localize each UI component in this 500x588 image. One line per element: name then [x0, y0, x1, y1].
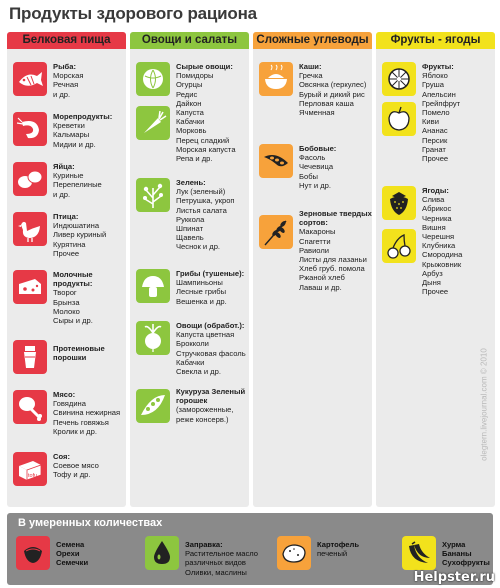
- bananas-icon: [402, 536, 436, 570]
- item-line: Индюшатина: [53, 221, 100, 231]
- column-protein: [7, 32, 126, 507]
- item-line: Дыня: [422, 278, 441, 288]
- item-title: Заправка:: [185, 540, 223, 549]
- item-line: Прочее: [422, 154, 449, 164]
- fish-icon: [13, 62, 47, 96]
- carrot-icon: [136, 106, 170, 140]
- watermark: Helpster.ru: [413, 570, 495, 585]
- mushroom-icon: [136, 269, 170, 303]
- beans-icon: [259, 144, 293, 178]
- item-title: Сырые овощи:: [176, 62, 233, 71]
- item-title: Морепродукты:: [53, 112, 113, 121]
- nuts-icon: [16, 536, 50, 570]
- item-line: Брокколи: [176, 339, 209, 349]
- item-line: Овсянка (геркулес): [299, 80, 367, 90]
- item-title: Птица:: [53, 212, 79, 221]
- item-title: Бобовые:: [299, 144, 337, 153]
- item-line: Бурый и дикий рис: [299, 89, 365, 99]
- item-line: Шампиньоны: [176, 278, 223, 288]
- shaker-icon: [13, 340, 47, 374]
- item-line: Творог: [53, 288, 77, 298]
- item-line: Перепелиные: [53, 180, 102, 190]
- orange-slice-icon: [382, 62, 416, 96]
- item-line: Бобы: [299, 171, 319, 181]
- item-line: Петрушка, укроп: [176, 196, 235, 206]
- item-line: Ливер куриный: [53, 230, 107, 240]
- item-title: Фрукты:: [422, 62, 454, 71]
- item-line: (замороженные,: [176, 405, 234, 415]
- item-title: Соя:: [53, 452, 70, 461]
- item-line: Брынза: [53, 297, 80, 307]
- item-title: Ягоды:: [422, 186, 449, 195]
- item-line: Морская капуста: [176, 144, 236, 154]
- item-line: Черешня: [422, 232, 455, 242]
- item-title: Протеиновые порошки: [53, 344, 105, 363]
- column-header-protein: Белковая пища: [7, 32, 126, 49]
- item-line: Руккола: [176, 214, 205, 224]
- item-line: Персик: [422, 135, 448, 145]
- item-line: Соевое мясо: [53, 461, 99, 471]
- item-line: Листья салата: [176, 205, 227, 215]
- item-line: Щавель: [176, 233, 204, 243]
- item-title: Молочные продукты:: [53, 270, 93, 289]
- item-line: Свекла и др.: [176, 367, 221, 377]
- item-line: Чечевица: [299, 162, 334, 172]
- item-line: Помидоры: [176, 71, 214, 81]
- item-line: Спагетти: [299, 236, 331, 246]
- item-line: и др.: [53, 189, 71, 199]
- item-line: Ячменная: [299, 108, 335, 118]
- item-line: Огурцы: [176, 80, 203, 90]
- item-line: Нут и др.: [299, 180, 331, 190]
- tofu-icon: [13, 452, 47, 486]
- item-title: Грибы (тушеные):: [176, 269, 245, 278]
- item-line: Кролик и др.: [53, 426, 97, 436]
- peas-icon: [136, 389, 170, 423]
- item-title: Зелень:: [176, 178, 206, 187]
- oil-drop-icon: [145, 536, 179, 570]
- item-title: Картофель: [317, 540, 360, 549]
- cabbage-icon: [136, 62, 170, 96]
- item-line: Черника: [422, 213, 452, 223]
- item-line: Вешенка и др.: [176, 296, 227, 306]
- item-line: Куриные: [53, 171, 84, 181]
- item-line: Прочее: [53, 248, 80, 258]
- potato-icon: [277, 536, 311, 570]
- item-line: Молоко: [53, 306, 80, 316]
- porridge-icon: [259, 62, 293, 96]
- strawberry-icon: [382, 186, 416, 220]
- side-credit: [480, 300, 492, 510]
- item-line: Лаваш и др.: [299, 282, 342, 292]
- column-fruits: [376, 32, 495, 507]
- item-line: Ржаной хлеб: [299, 273, 345, 283]
- item-line: Помело: [422, 108, 450, 118]
- item-line: Прочее: [422, 287, 449, 297]
- item-line: Ананас: [422, 126, 448, 136]
- item-title: Мясо:: [53, 390, 76, 399]
- column-carbs: [253, 32, 372, 507]
- item-line: реже консерв.): [176, 414, 229, 424]
- item-line: Говядина: [53, 399, 86, 409]
- item-line: Речная: [53, 80, 79, 90]
- item-line: Гранат: [422, 144, 446, 154]
- item-title: Кукуруза Зеленый горошек: [176, 387, 246, 406]
- item-title: Каши:: [299, 62, 322, 71]
- item-line: Кабачки: [176, 357, 205, 367]
- item-line: Вишня: [422, 222, 446, 232]
- item-line: Лесные грибы: [176, 287, 227, 297]
- item-line: Гречка: [299, 71, 323, 81]
- meat-icon: [13, 390, 47, 424]
- item-line: различных видов: [185, 558, 246, 568]
- item-title: Зерновые твердых сортов:: [299, 209, 372, 228]
- item-line: Смородина: [422, 250, 463, 260]
- column-vegetables: [130, 32, 249, 507]
- item-line: Кальмары: [53, 130, 90, 140]
- item-line: Морская: [53, 71, 84, 81]
- item-line: Лук (зеленый): [176, 187, 226, 197]
- credit-text: olegtern.livejournal.com © 2010: [479, 348, 489, 461]
- column-header-fruits: Фрукты - ягоды: [376, 32, 495, 49]
- item-line: Дайкон: [176, 98, 202, 108]
- item-line: Арбуз: [422, 268, 443, 278]
- cheese-icon: [13, 270, 47, 304]
- item-line: Сыры и др.: [53, 316, 93, 326]
- item-line: Кабачки: [176, 117, 205, 127]
- cherries-icon: [382, 229, 416, 263]
- item-line: Растительное масло: [185, 549, 259, 559]
- item-title: Яйца:: [53, 162, 75, 171]
- item-line: Грейпфрут: [422, 98, 461, 108]
- item-line: Груша: [422, 80, 444, 90]
- item-line: Стручковая фасоль: [176, 348, 246, 358]
- item-line: Яблоко: [422, 71, 448, 81]
- eggs-icon: [13, 162, 47, 196]
- item-line: Макароны: [299, 227, 336, 237]
- herbs-icon: [136, 178, 170, 212]
- item-line: и др.: [53, 89, 71, 99]
- item-line: Слива: [422, 195, 445, 205]
- item-line: Апельсин: [422, 89, 456, 99]
- item-title: Рыба:: [53, 62, 76, 71]
- apple-icon: [382, 102, 416, 136]
- item-line: Оливки, маслины: [185, 567, 247, 577]
- item-line: Клубника: [422, 241, 456, 251]
- item-line: Хлеб груб. помола: [299, 264, 365, 274]
- beet-icon: [136, 321, 170, 355]
- moderate-header: В умеренных количествах: [18, 517, 163, 529]
- item-line: Свинина нежирная: [53, 408, 121, 418]
- wheat-icon: [259, 215, 293, 249]
- item-line: Курятина: [53, 239, 86, 249]
- item-line: Репа и др.: [176, 154, 213, 164]
- item-title: Овощи (обработ.):: [176, 321, 245, 330]
- item-line: Редис: [176, 89, 198, 99]
- item-line: Абрикос: [422, 204, 452, 214]
- item-line: Листы для лазаньи: [299, 255, 367, 265]
- item-line: Чеснок и др.: [176, 242, 221, 252]
- item-title: Семена Орехи Семечки: [56, 540, 89, 568]
- item-line: Шпинат: [176, 224, 204, 234]
- item-line: Печень говяжья: [53, 417, 109, 427]
- bird-icon: [13, 212, 47, 246]
- moderate-item-nuts: [16, 536, 131, 580]
- item-line: Капуста цветная: [176, 330, 235, 340]
- item-line: Равиоли: [299, 245, 330, 255]
- item-line: Креветки: [53, 121, 85, 131]
- item-line: Капуста: [176, 108, 204, 118]
- moderate-item-dressing: [145, 536, 270, 580]
- column-header-vegetables: Овощи и салаты: [130, 32, 249, 49]
- moderate-item-potato: [277, 536, 387, 580]
- item-line: Фасоль: [299, 153, 326, 163]
- item-line: печеный: [317, 549, 348, 559]
- tofu-label: tofu: [28, 473, 38, 479]
- item-line: Перец сладкий: [176, 135, 230, 145]
- page-title: Продукты здорового рациона: [9, 4, 257, 23]
- item-line: Морковь: [176, 126, 207, 136]
- item-line: Мидии и др.: [53, 139, 96, 149]
- item-line: Тофу и др.: [53, 470, 91, 480]
- column-header-carbs: Сложные углеводы: [253, 32, 372, 49]
- item-line: Перловая каша: [299, 98, 354, 108]
- item-title: Хурма Бананы Сухофрукты: [442, 540, 490, 568]
- item-line: Киви: [422, 117, 439, 127]
- item-line: Крыжовник: [422, 259, 462, 269]
- shrimp-icon: [13, 112, 47, 146]
